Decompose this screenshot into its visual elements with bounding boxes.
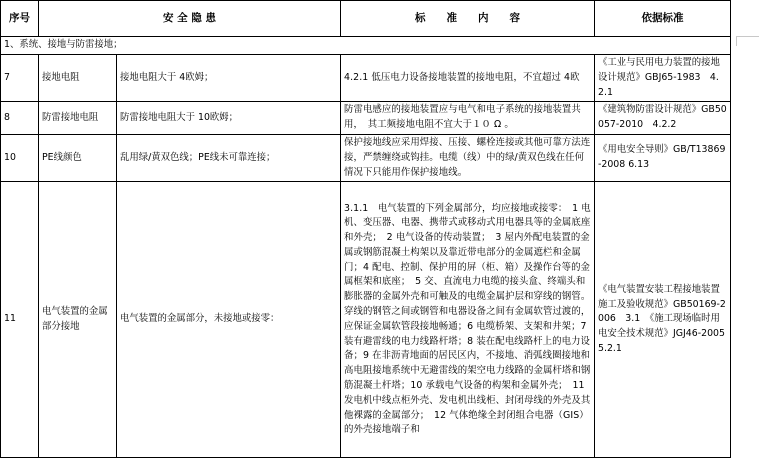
header-hazard: 安 全 隐 患 <box>39 1 341 37</box>
table-row <box>1 134 731 181</box>
row-standard: 4.2.1 低压电力设备接地装置的接地电阻，不宜超过 4欧 <box>341 55 595 102</box>
table-row <box>1 55 731 102</box>
row-standard: 保护接地线应采用焊接、压接、螺栓连接或其他可靠方法连接，严禁缠绕或钩挂。电缆（线）中的绿/黄双色线在任何情况下只能用作保护接地线。 <box>341 134 595 181</box>
row-item-name: PE线颜色 <box>39 134 117 181</box>
row-hazard: 防雷接地电阻大于 10欧姆； <box>117 102 341 135</box>
section-title: 1、系统、接地与防雷接地； <box>1 37 731 55</box>
row-item-name: 接地电阻 <box>39 55 117 102</box>
header-num: 序号 <box>1 1 39 37</box>
row-basis: 《建筑物防雷设计规范》GB50057-2010 4.2.2 <box>595 102 731 135</box>
row-item-name: 防雷接地电阻 <box>39 102 117 135</box>
section-row <box>1 37 731 55</box>
row-num: 11 <box>1 182 39 458</box>
row-basis: 《工业与民用电力装置的接地设计规范》GBJ65-1983 4.2.1 <box>595 55 731 102</box>
table-row <box>1 102 731 135</box>
row-hazard: 电气装置的金属部分，未接地或接零： <box>117 182 341 458</box>
row-standard: 3.1.1 电气装置的下列金属部分，均应接地或接零： 1 电机、变压器、电器、携带式或移动式用电器具等的金属底座和外壳； 2 电气设备的传动装置； 3 屋内外配电装置的金属或钢筋混凝土构架以及靠近带电部分的金属遮栏和金属门；4 配电、控制、保护用的屏（柜、箱）及操作台等的金属框架和底座； 5 交、直流电力电缆的接头盒、终端头和膨胀器的金属外壳和可触及的电缆金属护层和穿线的钢管。穿线的钢管之间或钢管和电器设备之间有金属软管过渡的，应保证金属软管段接地畅通；6 电缆桥架、支架和井架；7 装有避雷线的电力线路杆塔；8 装在配电线路杆上的电力设备；9 在非沥青地面的居民区内，不接地、消弧线圈接地和高电阻接地系统中无避雷线的架空电力线路的金属杆塔和钢筋混凝土杆塔；10 承载电气设备的构架和金属外壳； 11 发电机中线点柜外壳、发电机出线柜、封闭母线的外壳及其他裸露的金属部分； 12 气体绝缘全封闭组合电器（GIS）的外壳接地端子和 <box>341 182 595 458</box>
row-standard: 防雷电感应的接地装置应与电气和电子系统的接地装置共用， 其工频接地电阻不宜大于１０ Ω 。 <box>341 102 595 135</box>
page-corner-mark <box>736 36 759 46</box>
row-num: 8 <box>1 102 39 135</box>
row-num: 10 <box>1 134 39 181</box>
row-hazard: 接地电阻大于 4欧姆； <box>117 55 341 102</box>
header-standard: 标 准 内 容 <box>341 1 595 37</box>
row-basis: 《电气装置安装工程接地装置施工及验收规范》GB50169-2006 3.1 《施工现场临时用电安全技术规范》JGJ46-2005 5.2.1 <box>595 182 731 458</box>
table-header-row <box>1 1 731 37</box>
header-basis: 依据标准 <box>595 1 731 37</box>
row-num: 7 <box>1 55 39 102</box>
row-item-name: 电气装置的金属部分接地 <box>39 182 117 458</box>
row-basis: 《用电安全导则》GB/T13869-2008 6.13 <box>595 134 731 181</box>
row-hazard: 乱用绿/黄双色线；PE线未可靠连接； <box>117 134 341 181</box>
table-row <box>1 182 731 458</box>
